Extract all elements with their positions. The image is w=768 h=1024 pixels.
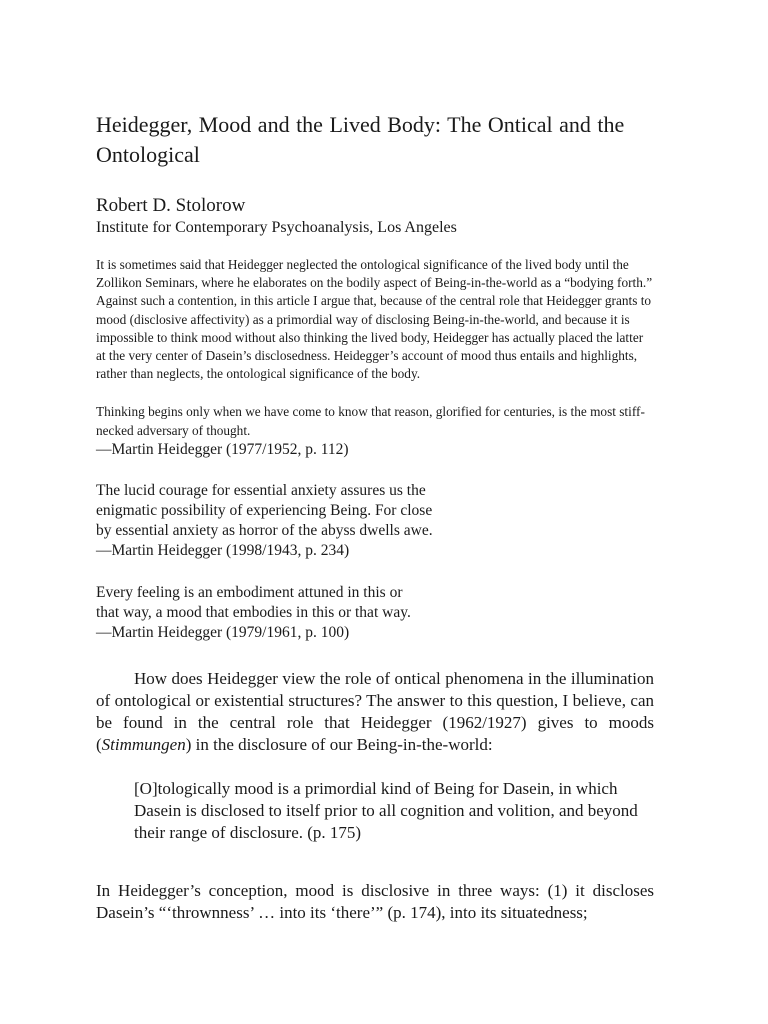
article-page <box>96 110 654 924</box>
body-text: How does Heidegger view the role of ontical phenomena in the illumination of ontological or existential structures? The answer to this question, I believe, can be found in the central role that Heidegger (1962/1927) gives to moods ( <box>96 668 654 754</box>
author-affiliation: Institute for Contemporary Psychoanalysis, Los Angeles <box>96 219 457 236</box>
body-text: ) in the disclosure of our Being-in-the-world: <box>185 734 493 754</box>
epigraph-line: that way, a mood that embodies in this or that way. <box>96 603 411 621</box>
body-paragraph-mood: In Heidegger’s conception, mood is disclosive in three ways: (1) it discloses Dasein’s “‘thrownness’ … into its ‘there’” (p. 174), into its situatedness; <box>96 880 654 922</box>
block-quotation: [O]tologically mood is a primordial kind of Being for Dasein, in which Dasein is disclosed to itself prior to all cognition and volition, and beyond their range of disclosure. (p. 175) <box>134 778 638 842</box>
epigraph-anxiety <box>96 481 654 561</box>
epigraph-line: Every feeling is an embodiment attuned in this or <box>96 583 403 601</box>
epigraph-reason <box>96 403 654 458</box>
italic-term: Stimmungen <box>101 734 186 754</box>
epigraph-feeling <box>96 583 654 643</box>
epigraph-attribution: —Martin Heidegger (1977/1952, p. 112) <box>96 440 349 458</box>
epigraph-line: by essential anxiety as horror of the abyss dwells awe. <box>96 521 433 539</box>
epigraph-line: enigmatic possibility of experiencing Being. For close <box>96 501 433 519</box>
abstract: It is sometimes said that Heidegger neglected the ontological significance of the lived body until the Zollikon Seminars, where he elaborates on the bodily aspect of Being-in-the-world as a “bodying forth.” Against such a contention, in this article I argue that, because of the central role that Heidegger grants to mood (disclosive affectivity) as a primordial way of disclosing Being-in-the-world, and because it is impossible to think mood without also thinking the lived body, Heidegger has actually placed the latter at the very center of Dasein’s disclosedness. Heidegger’s account of mood thus entails and highlights, rather than neglects, the ontological significance of the body. <box>96 257 653 382</box>
epigraph-quote: Thinking begins only when we have come to know that reason, glorified for centuries, is the most stiff-necked adversary of thought. <box>96 404 645 438</box>
epigraph-attribution: —Martin Heidegger (1979/1961, p. 100) <box>96 623 350 641</box>
body-paragraph-intro <box>96 668 654 756</box>
author-name: Robert D. Stolorow <box>96 195 246 216</box>
article-title: Heidegger, Mood and the Lived Body: The Ontical and the Ontological <box>96 112 625 167</box>
epigraph-line: The lucid courage for essential anxiety assures us the <box>96 481 426 499</box>
epigraph-attribution: —Martin Heidegger (1998/1943, p. 234) <box>96 541 350 559</box>
